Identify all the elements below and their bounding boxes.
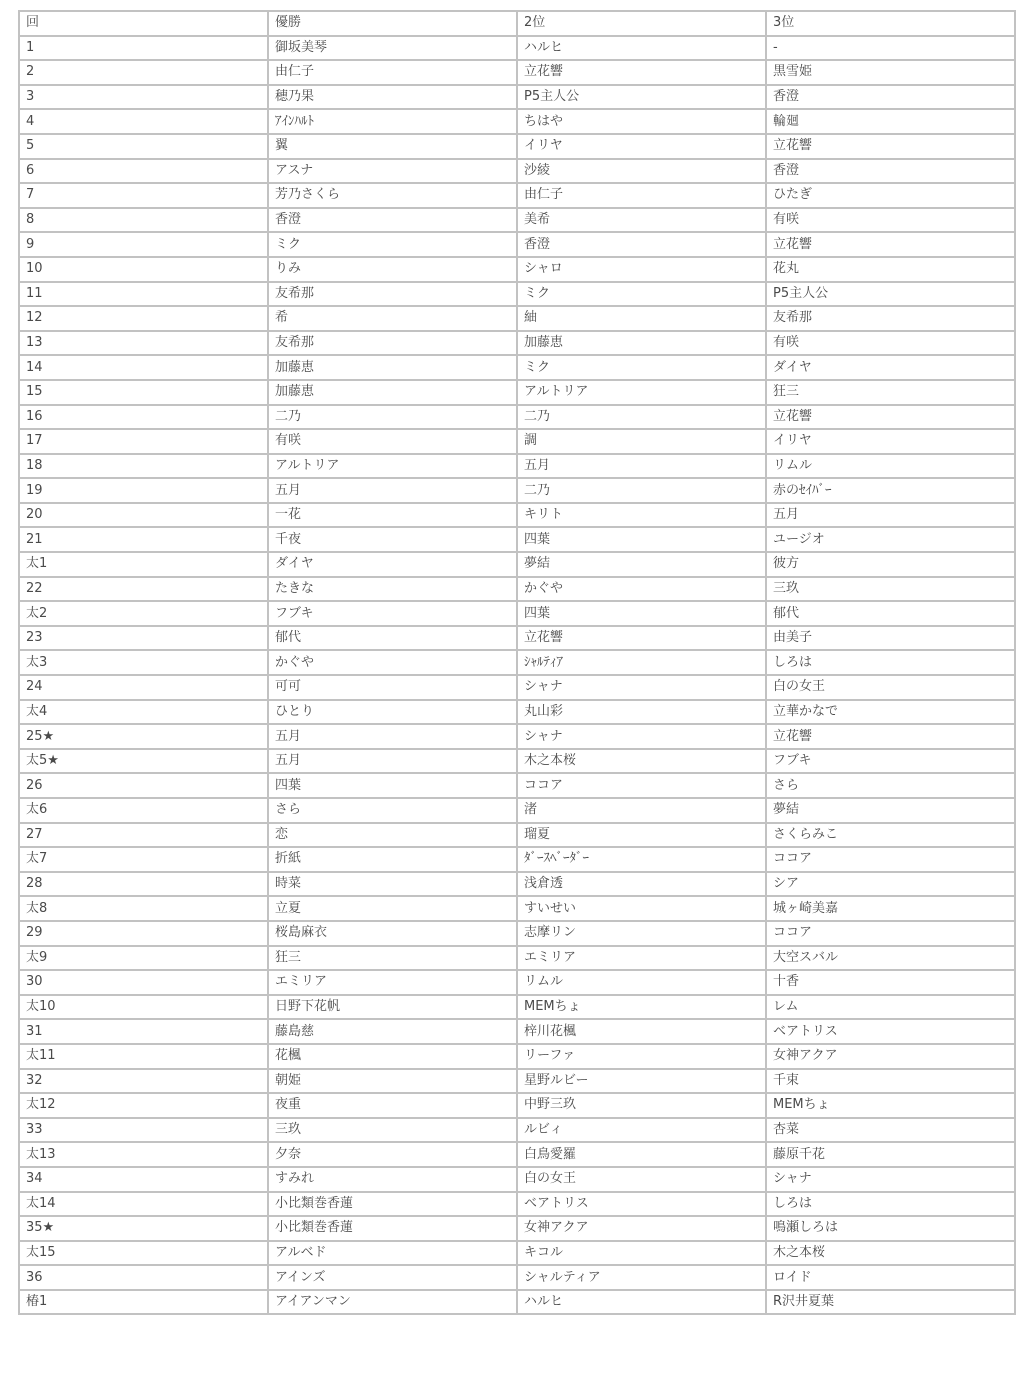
table-row	[19, 1241, 1015, 1266]
winner-cell: 希	[268, 306, 517, 331]
table-row	[19, 109, 1015, 134]
second-place-cell: ちはや	[517, 109, 766, 134]
third-place-cell: シャナ	[766, 1167, 1015, 1192]
table-row	[19, 331, 1015, 356]
winner-cell: アスナ	[268, 159, 517, 184]
second-place-cell: 中野三玖	[517, 1093, 766, 1118]
round-cell: 太10	[19, 995, 268, 1020]
second-place-cell: キリト	[517, 503, 766, 528]
round-cell: 20	[19, 503, 268, 528]
third-place-cell: さくらみこ	[766, 823, 1015, 848]
third-place-cell: 鳴瀬しろは	[766, 1216, 1015, 1241]
third-place-cell: 夢結	[766, 798, 1015, 823]
round-cell: 太3	[19, 650, 268, 675]
second-place-cell: イリヤ	[517, 134, 766, 159]
third-place-cell: 有咲	[766, 208, 1015, 233]
round-cell: 16	[19, 405, 268, 430]
second-place-cell: 由仁子	[517, 183, 766, 208]
table-row	[19, 724, 1015, 749]
table-row	[19, 823, 1015, 848]
table-row	[19, 85, 1015, 110]
table-row	[19, 601, 1015, 626]
table-row	[19, 454, 1015, 479]
winner-cell: 芳乃さくら	[268, 183, 517, 208]
third-place-cell: 立花響	[766, 405, 1015, 430]
table-row	[19, 405, 1015, 430]
table-row	[19, 1167, 1015, 1192]
second-place-cell: ココア	[517, 773, 766, 798]
second-place-cell: キコル	[517, 1241, 766, 1266]
round-cell: 26	[19, 773, 268, 798]
table-row	[19, 626, 1015, 651]
table-row	[19, 183, 1015, 208]
round-cell: 32	[19, 1069, 268, 1094]
second-place-cell: 美希	[517, 208, 766, 233]
second-place-cell: かぐや	[517, 577, 766, 602]
round-cell: 太11	[19, 1044, 268, 1069]
second-place-cell: 浅倉透	[517, 872, 766, 897]
round-cell: 3	[19, 85, 268, 110]
round-cell: 34	[19, 1167, 268, 1192]
second-place-cell: P5主人公	[517, 85, 766, 110]
round-cell: 17	[19, 429, 268, 454]
round-cell: 35★	[19, 1216, 268, 1241]
second-place-cell: 加藤恵	[517, 331, 766, 356]
winner-cell: ミク	[268, 232, 517, 257]
third-place-cell: ひたぎ	[766, 183, 1015, 208]
table-row	[19, 429, 1015, 454]
second-place-cell: 調	[517, 429, 766, 454]
round-cell: 23	[19, 626, 268, 651]
third-place-cell: R沢井夏葉	[766, 1290, 1015, 1315]
third-place-cell: 大空スバル	[766, 946, 1015, 971]
table-row	[19, 773, 1015, 798]
third-place-cell: 香澄	[766, 85, 1015, 110]
third-place-cell: 有咲	[766, 331, 1015, 356]
table-row	[19, 946, 1015, 971]
table-row	[19, 675, 1015, 700]
table-row	[19, 749, 1015, 774]
second-place-cell: 木之本桜	[517, 749, 766, 774]
second-place-cell: シャロ	[517, 257, 766, 282]
third-place-cell: 由美子	[766, 626, 1015, 651]
third-place-cell: 立花響	[766, 134, 1015, 159]
third-place-cell: 藤原千花	[766, 1142, 1015, 1167]
round-cell: 5	[19, 134, 268, 159]
winner-cell: アイアンマン	[268, 1290, 517, 1315]
round-cell: 7	[19, 183, 268, 208]
second-place-cell: 夢結	[517, 552, 766, 577]
third-place-cell: 白の女王	[766, 675, 1015, 700]
second-place-cell: 白の女王	[517, 1167, 766, 1192]
second-place-cell: ハルヒ	[517, 36, 766, 61]
third-place-cell: 三玖	[766, 577, 1015, 602]
second-place-cell: ハルヒ	[517, 1290, 766, 1315]
third-place-cell: -	[766, 36, 1015, 61]
round-cell: 椿1	[19, 1290, 268, 1315]
round-cell: 36	[19, 1265, 268, 1290]
round-cell: 27	[19, 823, 268, 848]
table-row	[19, 700, 1015, 725]
round-cell: 10	[19, 257, 268, 282]
third-place-cell: 花丸	[766, 257, 1015, 282]
table-row	[19, 896, 1015, 921]
third-place-cell: シア	[766, 872, 1015, 897]
table-row	[19, 60, 1015, 85]
third-place-cell: 友希那	[766, 306, 1015, 331]
second-place-cell: リムル	[517, 970, 766, 995]
second-place-cell: 沙綾	[517, 159, 766, 184]
round-cell: 太5★	[19, 749, 268, 774]
winner-cell: 有咲	[268, 429, 517, 454]
winner-cell: 三玖	[268, 1118, 517, 1143]
third-place-cell: 五月	[766, 503, 1015, 528]
winner-cell: 折紙	[268, 847, 517, 872]
third-place-cell: フブキ	[766, 749, 1015, 774]
third-place-cell: MEMちょ	[766, 1093, 1015, 1118]
round-cell: 太13	[19, 1142, 268, 1167]
round-cell: 太12	[19, 1093, 268, 1118]
round-cell: 太14	[19, 1192, 268, 1217]
winner-cell: ダイヤ	[268, 552, 517, 577]
third-place-cell: 狂三	[766, 380, 1015, 405]
table-row	[19, 159, 1015, 184]
round-cell: 4	[19, 109, 268, 134]
second-place-cell: 志摩リン	[517, 921, 766, 946]
round-cell: 18	[19, 454, 268, 479]
round-cell: 6	[19, 159, 268, 184]
third-place-cell: 十香	[766, 970, 1015, 995]
winner-cell: 可可	[268, 675, 517, 700]
winner-cell: すみれ	[268, 1167, 517, 1192]
winner-cell: 御坂美琴	[268, 36, 517, 61]
table-row	[19, 1069, 1015, 1094]
header-second: 2位	[517, 11, 766, 36]
table-row	[19, 552, 1015, 577]
second-place-cell: 星野ルビー	[517, 1069, 766, 1094]
second-place-cell: すいせい	[517, 896, 766, 921]
third-place-cell: さら	[766, 773, 1015, 798]
round-cell: 31	[19, 1019, 268, 1044]
second-place-cell: 紬	[517, 306, 766, 331]
second-place-cell: シャナ	[517, 675, 766, 700]
round-cell: 15	[19, 380, 268, 405]
round-cell: 太8	[19, 896, 268, 921]
table-row	[19, 282, 1015, 307]
second-place-cell: 丸山彩	[517, 700, 766, 725]
table-row	[19, 798, 1015, 823]
second-place-cell: エミリア	[517, 946, 766, 971]
winner-cell: 立夏	[268, 896, 517, 921]
round-cell: 太2	[19, 601, 268, 626]
round-cell: 30	[19, 970, 268, 995]
round-cell: 14	[19, 355, 268, 380]
second-place-cell: ミク	[517, 355, 766, 380]
header-row	[19, 11, 1015, 36]
third-place-cell: ココア	[766, 921, 1015, 946]
third-place-cell: ロイド	[766, 1265, 1015, 1290]
table-row	[19, 1019, 1015, 1044]
round-cell: 25★	[19, 724, 268, 749]
third-place-cell: 立花響	[766, 724, 1015, 749]
winner-cell: かぐや	[268, 650, 517, 675]
third-place-cell: ダイヤ	[766, 355, 1015, 380]
round-cell: 21	[19, 527, 268, 552]
round-cell: 太9	[19, 946, 268, 971]
header-winner: 優勝	[268, 11, 517, 36]
winner-cell: エミリア	[268, 970, 517, 995]
winner-cell: 加藤恵	[268, 380, 517, 405]
winner-cell: 夜重	[268, 1093, 517, 1118]
second-place-cell: 五月	[517, 454, 766, 479]
table-row	[19, 355, 1015, 380]
winner-cell: 二乃	[268, 405, 517, 430]
second-place-cell: 香澄	[517, 232, 766, 257]
third-place-cell: イリヤ	[766, 429, 1015, 454]
third-place-cell: 郁代	[766, 601, 1015, 626]
table-row	[19, 1044, 1015, 1069]
winner-cell: 千夜	[268, 527, 517, 552]
second-place-cell: 二乃	[517, 478, 766, 503]
second-place-cell: シャルティア	[517, 1265, 766, 1290]
third-place-cell: 城ヶ崎美嘉	[766, 896, 1015, 921]
winner-cell: 加藤恵	[268, 355, 517, 380]
second-place-cell: 女神アクア	[517, 1216, 766, 1241]
winner-cell: 朝姫	[268, 1069, 517, 1094]
winner-cell: 花楓	[268, 1044, 517, 1069]
second-place-cell: ベアトリス	[517, 1192, 766, 1217]
winner-cell: 友希那	[268, 282, 517, 307]
winner-cell: アルベド	[268, 1241, 517, 1266]
round-cell: 太7	[19, 847, 268, 872]
third-place-cell: 女神アクア	[766, 1044, 1015, 1069]
second-place-cell: 渚	[517, 798, 766, 823]
round-cell: 1	[19, 36, 268, 61]
winner-cell: 夕奈	[268, 1142, 517, 1167]
table-row	[19, 577, 1015, 602]
winner-cell: 郁代	[268, 626, 517, 651]
round-cell: 9	[19, 232, 268, 257]
second-place-cell: 梓川花楓	[517, 1019, 766, 1044]
third-place-cell: 立華かなで	[766, 700, 1015, 725]
round-cell: 28	[19, 872, 268, 897]
round-cell: 太15	[19, 1241, 268, 1266]
table-row	[19, 208, 1015, 233]
round-cell: 29	[19, 921, 268, 946]
second-place-cell: 二乃	[517, 405, 766, 430]
winner-cell: 時菜	[268, 872, 517, 897]
second-place-cell: 四葉	[517, 527, 766, 552]
round-cell: 19	[19, 478, 268, 503]
winner-cell: 藤島慈	[268, 1019, 517, 1044]
round-cell: 24	[19, 675, 268, 700]
second-place-cell: リーファ	[517, 1044, 766, 1069]
round-cell: 12	[19, 306, 268, 331]
table-row	[19, 503, 1015, 528]
table-row	[19, 232, 1015, 257]
table-row	[19, 257, 1015, 282]
winner-cell: 五月	[268, 749, 517, 774]
third-place-cell: 輪廻	[766, 109, 1015, 134]
results-table	[18, 10, 1016, 1315]
second-place-cell: 立花響	[517, 60, 766, 85]
second-place-cell: 四葉	[517, 601, 766, 626]
round-cell: 22	[19, 577, 268, 602]
winner-cell: アインズ	[268, 1265, 517, 1290]
table-row	[19, 36, 1015, 61]
winner-cell: 翼	[268, 134, 517, 159]
second-place-cell: 立花響	[517, 626, 766, 651]
third-place-cell: P5主人公	[766, 282, 1015, 307]
third-place-cell: しろは	[766, 1192, 1015, 1217]
second-place-cell: ｼｬﾙﾃｨｱ	[517, 650, 766, 675]
header-third: 3位	[766, 11, 1015, 36]
table-row	[19, 306, 1015, 331]
second-place-cell: アルトリア	[517, 380, 766, 405]
third-place-cell: リムル	[766, 454, 1015, 479]
winner-cell: ｱｲﾝﾊﾙﾄ	[268, 109, 517, 134]
table-row	[19, 921, 1015, 946]
table-row	[19, 847, 1015, 872]
third-place-cell: 黒雪姫	[766, 60, 1015, 85]
table-row	[19, 970, 1015, 995]
third-place-cell: 立花響	[766, 232, 1015, 257]
table-row	[19, 995, 1015, 1020]
third-place-cell: ユージオ	[766, 527, 1015, 552]
second-place-cell: 瑠夏	[517, 823, 766, 848]
winner-cell: ひとり	[268, 700, 517, 725]
winner-cell: 香澄	[268, 208, 517, 233]
third-place-cell: ココア	[766, 847, 1015, 872]
table-row	[19, 1216, 1015, 1241]
table-row	[19, 478, 1015, 503]
round-cell: 33	[19, 1118, 268, 1143]
winner-cell: たきな	[268, 577, 517, 602]
second-place-cell: ルビィ	[517, 1118, 766, 1143]
winner-cell: 四葉	[268, 773, 517, 798]
winner-cell: アルトリア	[268, 454, 517, 479]
second-place-cell: シャナ	[517, 724, 766, 749]
winner-cell: さら	[268, 798, 517, 823]
table-row	[19, 650, 1015, 675]
third-place-cell: ベアトリス	[766, 1019, 1015, 1044]
third-place-cell: 千束	[766, 1069, 1015, 1094]
round-cell: 太4	[19, 700, 268, 725]
winner-cell: 一花	[268, 503, 517, 528]
winner-cell: 小比類巻香蓮	[268, 1192, 517, 1217]
second-place-cell: ﾀﾞｰｽﾍﾞｰﾀﾞｰ	[517, 847, 766, 872]
round-cell: 11	[19, 282, 268, 307]
round-cell: 2	[19, 60, 268, 85]
second-place-cell: MEMちょ	[517, 995, 766, 1020]
winner-cell: 友希那	[268, 331, 517, 356]
third-place-cell: しろは	[766, 650, 1015, 675]
winner-cell: 五月	[268, 724, 517, 749]
header-round: 回	[19, 11, 268, 36]
table-row	[19, 1192, 1015, 1217]
winner-cell: 由仁子	[268, 60, 517, 85]
winner-cell: 桜島麻衣	[268, 921, 517, 946]
table-row	[19, 380, 1015, 405]
winner-cell: フブキ	[268, 601, 517, 626]
second-place-cell: 白鳥愛羅	[517, 1142, 766, 1167]
table-body	[19, 11, 1015, 1314]
winner-cell: 狂三	[268, 946, 517, 971]
winner-cell: 五月	[268, 478, 517, 503]
table-row	[19, 872, 1015, 897]
winner-cell: 小比類巻香蓮	[268, 1216, 517, 1241]
winner-cell: 日野下花帆	[268, 995, 517, 1020]
table-row	[19, 1290, 1015, 1315]
third-place-cell: 彼方	[766, 552, 1015, 577]
third-place-cell: 香澄	[766, 159, 1015, 184]
third-place-cell: 杏菜	[766, 1118, 1015, 1143]
table-row	[19, 1142, 1015, 1167]
winner-cell: りみ	[268, 257, 517, 282]
table-row	[19, 1093, 1015, 1118]
round-cell: 太6	[19, 798, 268, 823]
third-place-cell: レム	[766, 995, 1015, 1020]
round-cell: 8	[19, 208, 268, 233]
table-row	[19, 1265, 1015, 1290]
third-place-cell: 木之本桜	[766, 1241, 1015, 1266]
winner-cell: 恋	[268, 823, 517, 848]
round-cell: 13	[19, 331, 268, 356]
round-cell: 太1	[19, 552, 268, 577]
winner-cell: 穂乃果	[268, 85, 517, 110]
third-place-cell: 赤のｾｲﾊﾞｰ	[766, 478, 1015, 503]
second-place-cell: ミク	[517, 282, 766, 307]
table-row	[19, 527, 1015, 552]
table-row	[19, 134, 1015, 159]
table-row	[19, 1118, 1015, 1143]
